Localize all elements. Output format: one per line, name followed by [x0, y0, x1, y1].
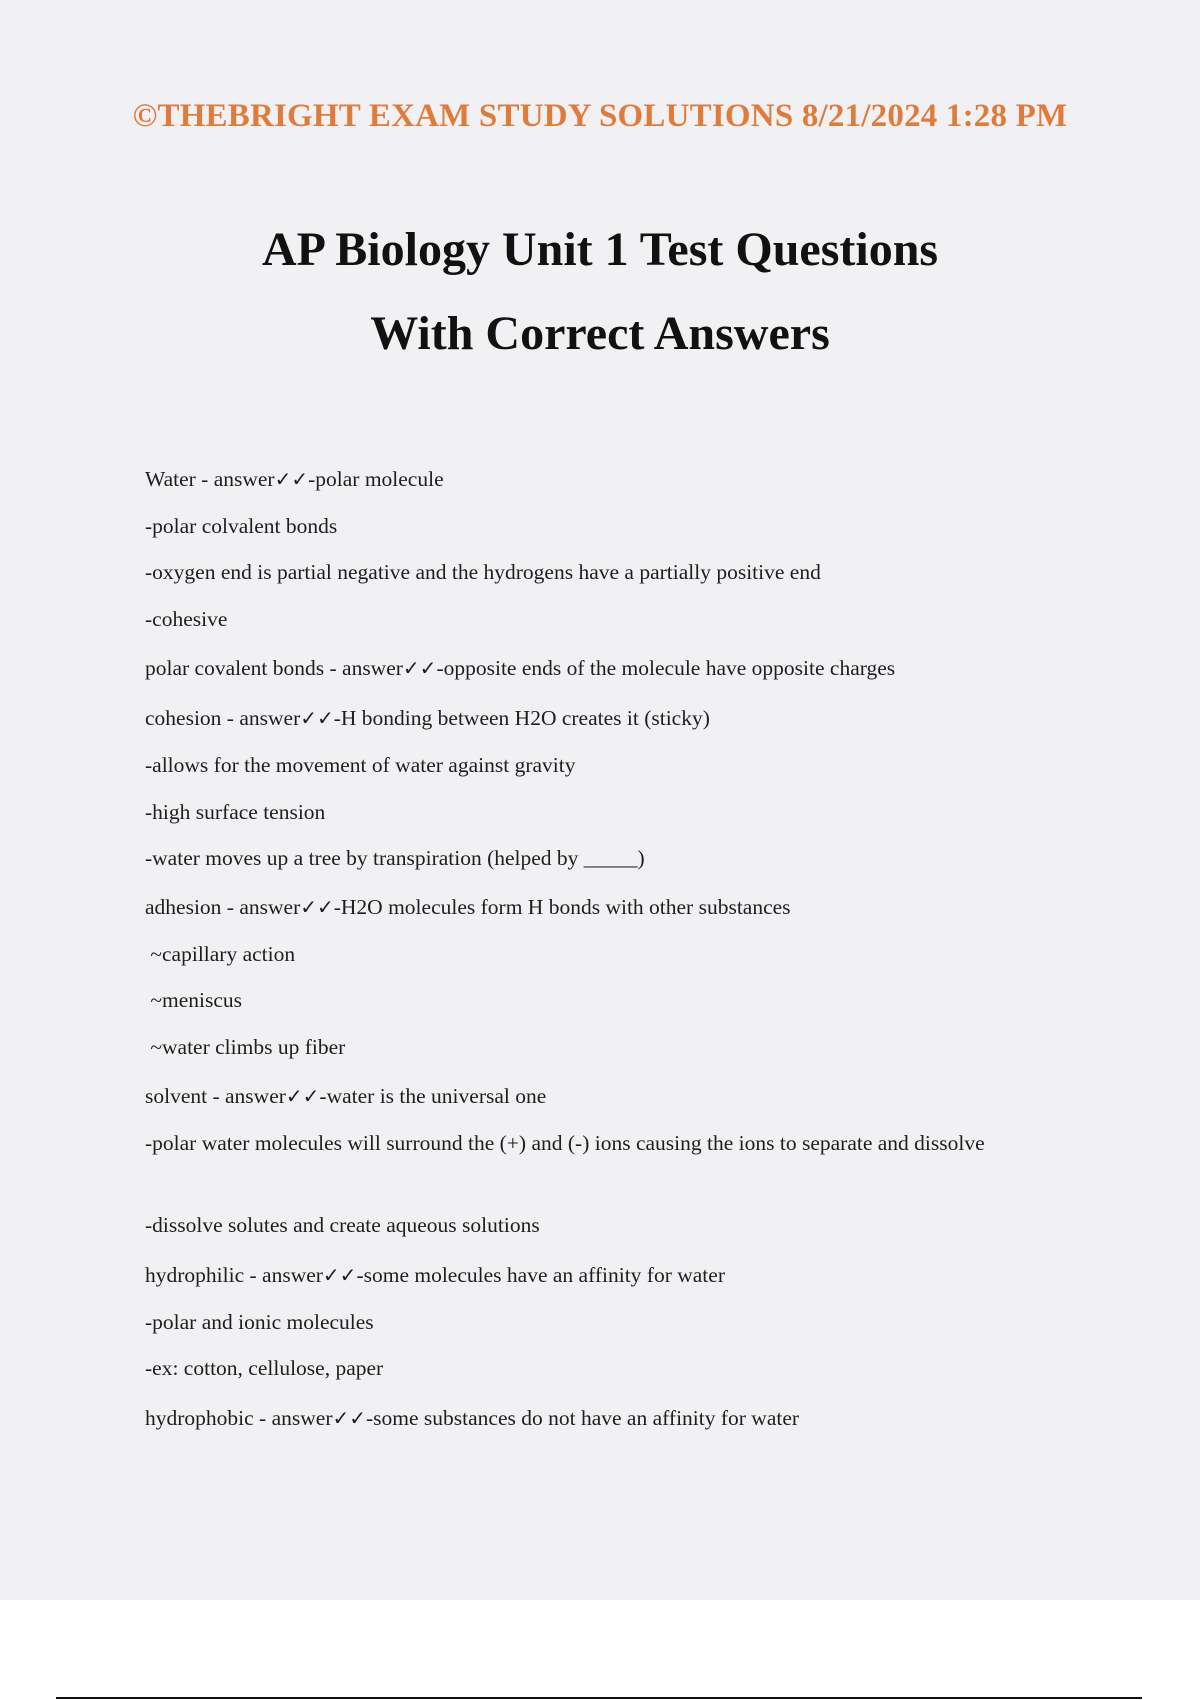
- qa-detail-line: [145, 511, 1025, 541]
- qa-detail-line: [145, 1353, 1025, 1383]
- double-check-icon: ✓✓: [300, 895, 334, 919]
- term-label: polar covalent bonds - answer: [145, 656, 403, 680]
- answer-text: ~meniscus: [145, 988, 243, 1012]
- qa-term-line: [145, 1403, 1025, 1433]
- footer-divider: [56, 1697, 1142, 1699]
- term-label: cohesion - answer: [145, 706, 301, 730]
- answer-text: -ex: cotton, cellulose, paper: [145, 1356, 384, 1380]
- qa-detail-line: [145, 750, 1025, 780]
- term-label: hydrophilic - answer: [145, 1263, 323, 1287]
- answer-text: -polar water molecules will surround the (+) and (-) ions causing the ions to separate and dissolve: [145, 1131, 985, 1155]
- qa-detail-line: [145, 1307, 1025, 1337]
- answer-text: -some substances do not have an affinity for water: [366, 1406, 800, 1430]
- qa-term-line: [145, 464, 1025, 494]
- answer-text: -allows for the movement of water against gravity: [145, 753, 576, 777]
- double-check-icon: ✓✓: [300, 706, 334, 730]
- term-label: solvent - answer: [145, 1084, 286, 1108]
- document-title-line-2: With Correct Answers: [370, 307, 830, 360]
- answer-text: -water is the universal one: [319, 1084, 547, 1108]
- term-label: Water - answer: [145, 467, 275, 491]
- qa-term-line: [145, 1260, 1025, 1290]
- answer-text: -oxygen end is partial negative and the hydrogens have a partially positive end: [145, 560, 821, 584]
- answer-text: -polar colvalent bonds: [145, 514, 338, 538]
- answer-text: ~water climbs up fiber: [145, 1035, 346, 1059]
- qa-detail-line: [145, 985, 1025, 1015]
- answer-text: -polar and ionic molecules: [145, 1310, 374, 1334]
- answer-text: -opposite ends of the molecule have opposite charges: [436, 656, 896, 680]
- double-check-icon: ✓✓: [332, 1406, 366, 1430]
- double-check-icon: ✓✓: [274, 467, 309, 491]
- qa-detail-line: [145, 1210, 1025, 1240]
- answer-text: -H2O molecules form H bonds with other substances: [333, 895, 791, 919]
- qa-term-line: [145, 653, 1025, 683]
- answer-text: -some molecules have an affinity for water: [356, 1263, 725, 1287]
- document-title-line-1: AP Biology Unit 1 Test Questions: [261, 223, 939, 276]
- double-check-icon: ✓✓: [285, 1084, 320, 1108]
- qa-detail-line: [145, 557, 1025, 587]
- answer-text: -high surface tension: [145, 800, 326, 824]
- double-check-icon: ✓✓: [402, 656, 437, 680]
- answer-text: -cohesive: [145, 607, 228, 631]
- answer-text: ~capillary action: [145, 942, 296, 966]
- term-label: adhesion - answer: [145, 895, 301, 919]
- qa-detail-line: [145, 939, 1025, 969]
- qa-detail-line: [145, 1032, 1025, 1062]
- answer-text: -polar molecule: [308, 467, 444, 491]
- qa-detail-line: [145, 1128, 1025, 1158]
- double-check-icon: ✓✓: [322, 1263, 357, 1287]
- answer-text: -H bonding between H2O creates it (sticky): [333, 706, 710, 730]
- copyright-watermark: ©THEBRIGHT EXAM STUDY SOLUTIONS 8/21/2024 1:28 PM: [132, 98, 1068, 134]
- answer-text: -water moves up a tree by transpiration (helped by _____): [145, 846, 645, 870]
- qa-term-line: [145, 1081, 1025, 1111]
- qa-term-line: [145, 703, 1025, 733]
- term-label: hydrophobic - answer: [145, 1406, 333, 1430]
- qa-detail-line: [145, 604, 1025, 634]
- qa-detail-line: [145, 843, 1025, 873]
- answer-text: -dissolve solutes and create aqueous solutions: [145, 1213, 540, 1237]
- qa-term-line: [145, 892, 1025, 922]
- qa-detail-line: [145, 797, 1025, 827]
